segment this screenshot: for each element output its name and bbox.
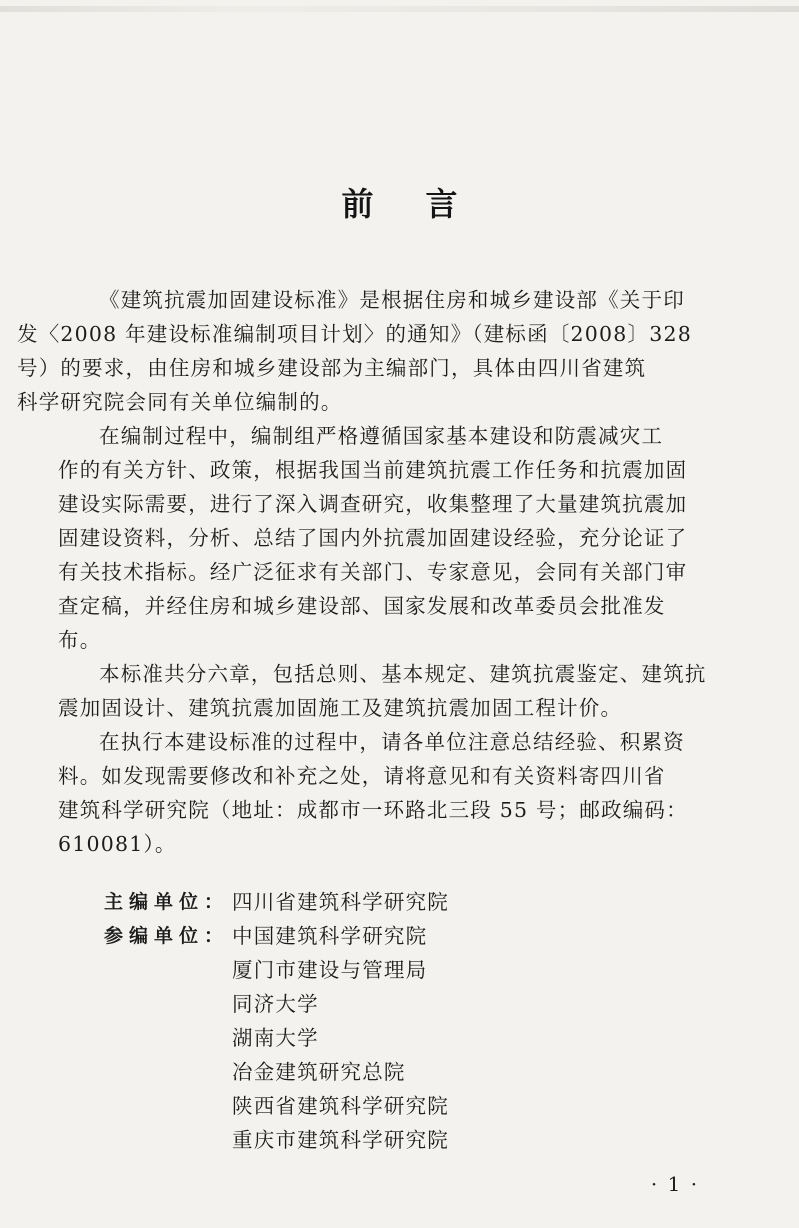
participant-unit: 陕西省建筑科学研究院	[232, 1094, 449, 1118]
title-char-1: 前	[341, 185, 374, 223]
page-number: · 1 ·	[650, 1172, 700, 1196]
participant-unit: 湖南大学	[232, 1026, 319, 1050]
paragraph-line: 本标准共分六章，包括总则、基本规定、建筑抗震鉴定、建筑抗	[99, 662, 707, 686]
paragraph-4	[58, 725, 718, 861]
paragraph-line: 作的有关方针、政策，根据我国当前建筑抗震工作任务和抗震加固	[58, 458, 688, 482]
chief-editor-label: 主编单位：	[104, 891, 230, 913]
paragraph-line: 建设实际需要，进行了深入调查研究，收集整理了大量建筑抗震加	[58, 492, 688, 516]
scan-edge-rule	[0, 6, 799, 12]
paragraph-line: 震加固设计、建筑抗震加固施工及建筑抗震加固工程计价。	[58, 696, 623, 720]
paragraph-line: 布。	[58, 628, 102, 652]
paragraph-1	[17, 283, 718, 419]
paragraph-line: 科学研究院会同有关单位编制的。	[17, 390, 343, 414]
paragraph-line: 建筑科学研究院（地址：成都市一环路北三段 55 号；邮政编码：	[58, 798, 688, 822]
paragraph-line: 610081）。	[58, 832, 177, 856]
participants-label: 参编单位：	[104, 925, 230, 947]
paragraph-line: 有关技术指标。经广泛征求有关部门、专家意见，会同有关部门审	[58, 560, 688, 584]
title-char-2: 言	[425, 185, 458, 223]
paragraph-line: 查定稿，并经住房和城乡建设部、国家发展和改革委员会批准发	[58, 594, 666, 618]
chief-editor-row	[104, 885, 604, 919]
paragraph-line: 号）的要求，由住房和城乡建设部为主编部门，具体由四川省建筑	[17, 356, 647, 380]
paragraph-2	[58, 419, 718, 657]
participant-unit: 同济大学	[232, 992, 319, 1016]
paragraph-line: 发〈2008 年建设标准编制项目计划〉的通知》（建标函〔2008〕328	[17, 322, 692, 346]
participant-unit: 厦门市建设与管理局	[232, 958, 428, 982]
chief-editor-value: 四川省建筑科学研究院	[232, 890, 449, 914]
participant-unit: 中国建筑科学研究院	[232, 924, 428, 948]
participant-row	[104, 919, 604, 953]
editor-units	[104, 885, 604, 1157]
paragraph-3	[58, 657, 718, 725]
preface-body	[17, 283, 718, 861]
participant-unit: 重庆市建筑科学研究院	[232, 1128, 449, 1152]
paragraph-line: 《建筑抗震加固建设标准》是根据住房和城乡建设部《关于印	[99, 288, 685, 312]
page-title	[0, 180, 799, 228]
paragraph-line: 在执行本建设标准的过程中，请各单位注意总结经验、积累资	[99, 730, 685, 754]
paragraph-line: 料。如发现需要修改和补充之处，请将意见和有关资料寄四川省	[58, 764, 666, 788]
paragraph-line: 固建设资料，分析、总结了国内外抗震加固建设经验，充分论证了	[58, 526, 688, 550]
paragraph-line: 在编制过程中，编制组严格遵循国家基本建设和防震减灾工	[99, 424, 664, 448]
participant-unit: 冶金建筑研究总院	[232, 1060, 406, 1084]
